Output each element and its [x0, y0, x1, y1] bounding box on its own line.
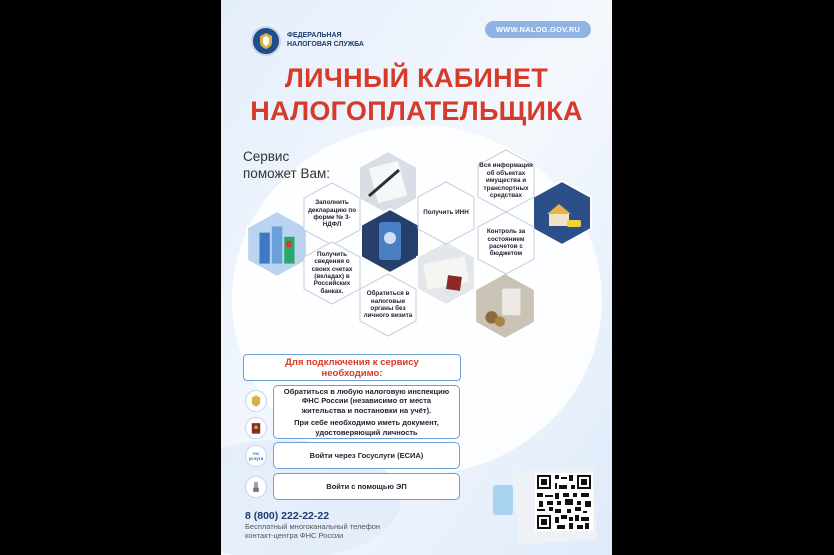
gosuslugi-login-option[interactable]: [273, 442, 460, 469]
ep-login-text: Войти с помощью ЭП: [326, 481, 407, 491]
hotline-note-line2: контакт-центра ФНС России: [245, 531, 344, 540]
gosuslugi-icon-label: гос услуги: [248, 451, 264, 461]
passport-icon: [245, 417, 267, 439]
fns-emblem-icon: [251, 26, 281, 56]
service-property: [473, 148, 539, 214]
certificate-photo: [413, 240, 479, 306]
fns-emblem-small-icon: [245, 390, 267, 412]
title-line1: ЛИЧНЫЙ КАБИНЕТ: [284, 63, 549, 93]
org-name-line2: НАЛОГОВАЯ СЛУЖБА: [287, 41, 364, 48]
gosuslugi-icon: [245, 445, 267, 467]
service-inn-text: Получить ИНН: [423, 209, 469, 217]
service-declaration-text: Заполнить декларацию по форме № 3-НДФЛ: [307, 199, 357, 229]
hotline-note: [245, 522, 425, 540]
requirement-document-text: При себе необходимо иметь документ, удостоверяющий личность: [294, 418, 439, 437]
service-budget: [473, 210, 539, 276]
intro-line1: Сервис: [243, 149, 290, 164]
requirements-header-line1: Для подключения к сервису: [285, 356, 419, 368]
requirements-header: [243, 354, 461, 381]
service-inn: [413, 180, 479, 246]
qr-sticker: [491, 465, 599, 547]
intro-line2: поможет Вам:: [243, 166, 331, 181]
page-title: [221, 62, 612, 128]
hotline-phone[interactable]: 8 (800) 222-22-22: [245, 510, 330, 522]
requirements-header-line2: необходимо:: [321, 367, 383, 379]
website-link[interactable]: WWW.NALOG.GOV.RU: [485, 21, 591, 38]
ep-login-option[interactable]: [273, 473, 460, 500]
org-name-line1: ФЕДЕРАЛЬНАЯ: [287, 32, 342, 39]
service-visit: [355, 272, 421, 338]
requirement-visit-inspection: [273, 385, 460, 439]
org-name: [287, 31, 377, 49]
title-line2: НАЛОГОПЛАТЕЛЬЩИКА: [250, 96, 583, 126]
service-budget-text: Контроль за состоянием расчетов с бюджетом: [486, 228, 526, 258]
usb-key-icon: [245, 476, 267, 498]
service-declaration: [299, 181, 365, 247]
service-visit-text: Обратиться в налоговые органы без личного визита: [363, 290, 413, 320]
service-accounts-text: Получить сведения о своих счетах (вкладах) в Российских банках.: [311, 250, 353, 295]
qr-code-icon[interactable]: [535, 473, 593, 531]
requirement-visit-text: Обратиться в любую налоговую инспекцию ФНС России (независимо от места жительства и постановки на учёт).: [283, 386, 450, 415]
calculator-coins-photo: [471, 272, 539, 340]
poster: [221, 0, 612, 555]
service-property-text: Вся информация об объектах имущества и транспортных средствах: [479, 162, 533, 200]
hotline-note-line1: Бесплатный многоканальный телефон: [245, 522, 381, 531]
gosuslugi-login-text: Войти через Госуслуги (ЕСИА): [309, 450, 424, 460]
intro-text: [243, 148, 363, 182]
